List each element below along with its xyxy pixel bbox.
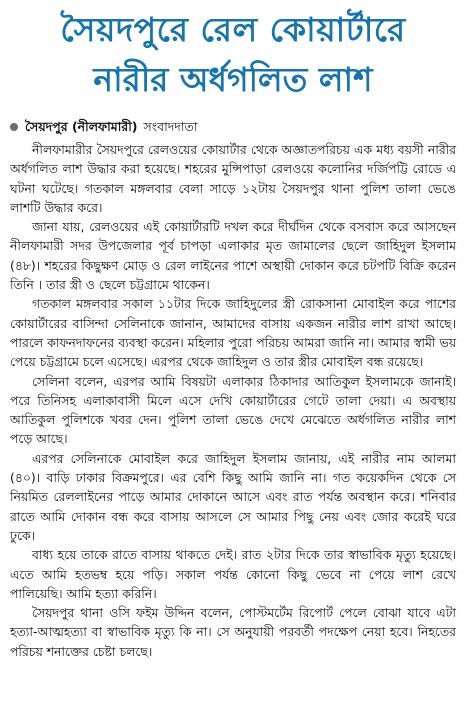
byline-reporter: সংবাদদাতা xyxy=(143,119,198,134)
headline-line-1: সৈয়দপুরে রেল কোয়ার্টারে xyxy=(60,10,406,49)
paragraph: সেলিনা বলেন, এরপর আমি বিষয়টা এলাকার ঠিকাদার আতিকুল ইসলামকে জানাই। পরে তিনিসহ এলাকাবাসী মিলে এসে দেখি কোয়ার্টারের গেটে তালা দেয়া। এ অবস্থায় আতিকুল পুলিশকে খবর দেন। পুলিশ তালা ভেঙে দেখে মেঝেতে অর্ধগলিত নারীর লাশ পড়ে আছে। xyxy=(10,373,456,447)
paragraph: গতকাল মঙ্গলবার সকাল ১১টার দিকে জাহিদুলের স্ত্রী রোকসানা মোবাইল করে পাশের কোয়ার্টারের বাসিন্দা সেলিনাকে জানান, আমাদের বাসায় একজন নারীর লাশ রাখা আছে। পারলে কাফনদাফনের ব্যবস্থা করেন। মহিলার পুরো পরিচয় আমরা জানি না। আমার স্বামী ভয় পেয়ে চট্টগ্রামে চলে এসেছে। এরপর থেকে জাহিদুল ও তার স্ত্রীর মোবাইল বন্ধ রয়েছে। xyxy=(10,296,456,370)
article-body xyxy=(10,140,456,661)
headline xyxy=(10,6,456,104)
paragraph: এরপর সেলিনাকে মোবাইল করে জাহিদুল ইসলাম জানায়, এই নারীর নাম আলমা (৪০)। বাড়ি ঢাকার বিক্রমপুরে। এর বেশি কিছু আমি জানি না। গত কয়েকদিন থেকে সে নিয়মিত রেললাইনের পাড়ে আমার দোকানে আসে এবং রাত পর্যন্ত অবস্থান করে। শনিবার রাতে আমি দোকান বন্ধ করে বাসায় আসলে সে আমার পিছু নেয় এবং জোর করেই ঘরে ঢুকে। xyxy=(10,450,456,543)
paragraph: বাধ্য হয়ে তাকে রাতে বাসায় থাকতে দেই। রাত ২টার দিকে তার স্বাভাবিক মৃত্যু হয়েছে। এতে আমি হতভম্ব হয়ে পড়ি। সকাল পর্যন্ত কোনো কিছু ভেবে না পেয়ে লাশ রেখে পালিয়েছি। আমি হত্যা করিনি। xyxy=(10,547,456,601)
paragraph: জানা যায়, রেলওয়ের এই কোয়ার্টারটি দখল করে দীর্ঘদিন থেকে বসবাস করে আসছেন নীলফামারী সদর উপজেলার পূর্ব চাপড়া এলাকার মৃত জামালের ছেলে জাহিদুল ইসলাম (৪৮)। শহরের কিছুক্ষণ মোড় ও রেল লাইনের পাশে অস্থায়ী দোকান করে চটপটি বিক্রি করেন তিনি । তার স্ত্রী ও ছেলে চট্টগ্রামে থাকেন। xyxy=(10,219,456,293)
paragraph: সৈয়দপুর থানা ওসি ফইম উদ্দিন বলেন, পোস্টমর্টেম রিপোর্ট পেলে বোঝা যাবে এটা হত্যা-আত্মহত্যা বা স্বাভাবিক মৃত্যু কি না। সে অনুযায়ী পরবর্তী পদক্ষেপ নেয়া হবে। নিহতের পরিচয় শনাক্তের চেষ্টা চলছে। xyxy=(10,605,456,659)
headline-line-2: নারীর অর্ধগলিত লাশ xyxy=(93,60,373,99)
byline-place: সৈয়দপুর (নীলফামারী) xyxy=(25,119,138,134)
paragraph: নীলফামারীর সৈয়দপুরে রেলওয়ের কোয়ার্টার থেকে অজ্ঞাতপরিচয় এক মধ্য বয়সী নারীর অর্ধগলিত লাশ উদ্ধার করা হয়েছে। শহরের মুন্সিপাড়া রেলওয়ে কলোনির দর্জিপট্টি রোডে এ ঘটনা ঘটেছে। গতকাল মঙ্গলবার বেলা সাড়ে ১২টায় সৈয়দপুর থানা পুলিশ তালা ভেঙে লাশটি উদ্ধার করে। xyxy=(10,142,456,215)
byline xyxy=(10,118,456,136)
bullet-icon xyxy=(10,123,18,131)
